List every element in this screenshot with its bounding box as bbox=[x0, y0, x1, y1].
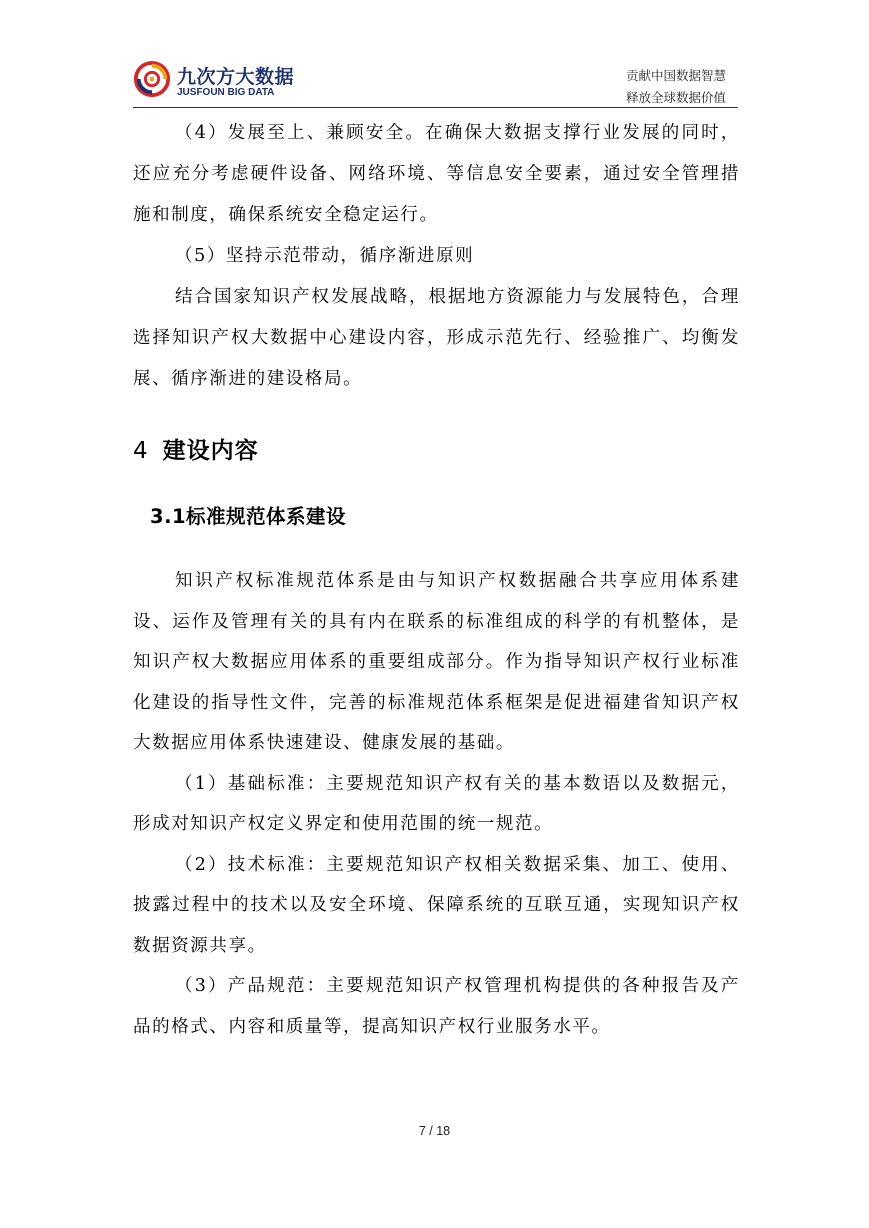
body-text-bottom bbox=[133, 561, 740, 1047]
section-number: 4 bbox=[133, 438, 149, 464]
paragraph-principle-4: （4）发展至上、兼顾安全。在确保大数据支撑行业发展的同时，还应充分考虑硬件设备、网络环境、等信息安全要素，通过安全管理措施和制度，确保系统安全稳定运行。 bbox=[133, 123, 740, 225]
header-divider bbox=[133, 107, 738, 108]
subsection-heading: 3.1标准规范体系建设 bbox=[150, 505, 347, 528]
body-text-top bbox=[133, 113, 740, 400]
paragraph-basic-standards: （1）基础标准：主要规范知识产权有关的基本数语以及数据元，形成对知识产权定义界定和使用范围的统一规范。 bbox=[133, 773, 740, 834]
section-heading bbox=[133, 432, 259, 465]
page-number: 7 / 18 bbox=[418, 1124, 451, 1138]
slogan-line-1: 贡献中国数据智慧 bbox=[625, 68, 726, 83]
header-slogan bbox=[626, 65, 726, 109]
jusfoun-logo-icon bbox=[133, 60, 171, 98]
logo-english-name: JUSFOUN BIG DATA bbox=[177, 87, 275, 98]
page-header bbox=[133, 58, 738, 108]
logo-chinese-name: 九次方大数据 bbox=[177, 66, 295, 88]
slogan-line-2: 释放全球数据价值 bbox=[625, 90, 726, 105]
paragraph-standards-intro: 知识产权标准规范体系是由与知识产权数据融合共享应用体系建设、运作及管理有关的具有内在联系的标准组成的科学的有机整体，是知识产权大数据应用体系的重要组成部分。作为指导知识产权行业标准化建设的指导性文件，完善的标准规范体系框架是促进福建省知识产权大数据应用体系快速建设、健康发展的基础。 bbox=[133, 571, 740, 753]
section-title: 建设内容 bbox=[162, 438, 259, 464]
paragraph-technical-standards: （2）技术标准：主要规范知识产权相关数据采集、加工、使用、披露过程中的技术以及安全环境、保障系统的互联互通，实现知识产权数据资源共享。 bbox=[133, 854, 740, 956]
paragraph-product-specs: （3）产品规范：主要规范知识产权管理机构提供的各种报告及产品的格式、内容和质量等，提高知识产权行业服务水平。 bbox=[133, 976, 740, 1037]
paragraph-principle-5-detail: 结合国家知识产权发展战略，根据地方资源能力与发展特色，合理选择知识产权大数据中心建设内容，形成示范先行、经验推广、均衡发展、循序渐进的建设格局。 bbox=[133, 287, 740, 389]
paragraph-principle-5: （5）坚持示范带动，循序渐进原则 bbox=[175, 246, 475, 266]
